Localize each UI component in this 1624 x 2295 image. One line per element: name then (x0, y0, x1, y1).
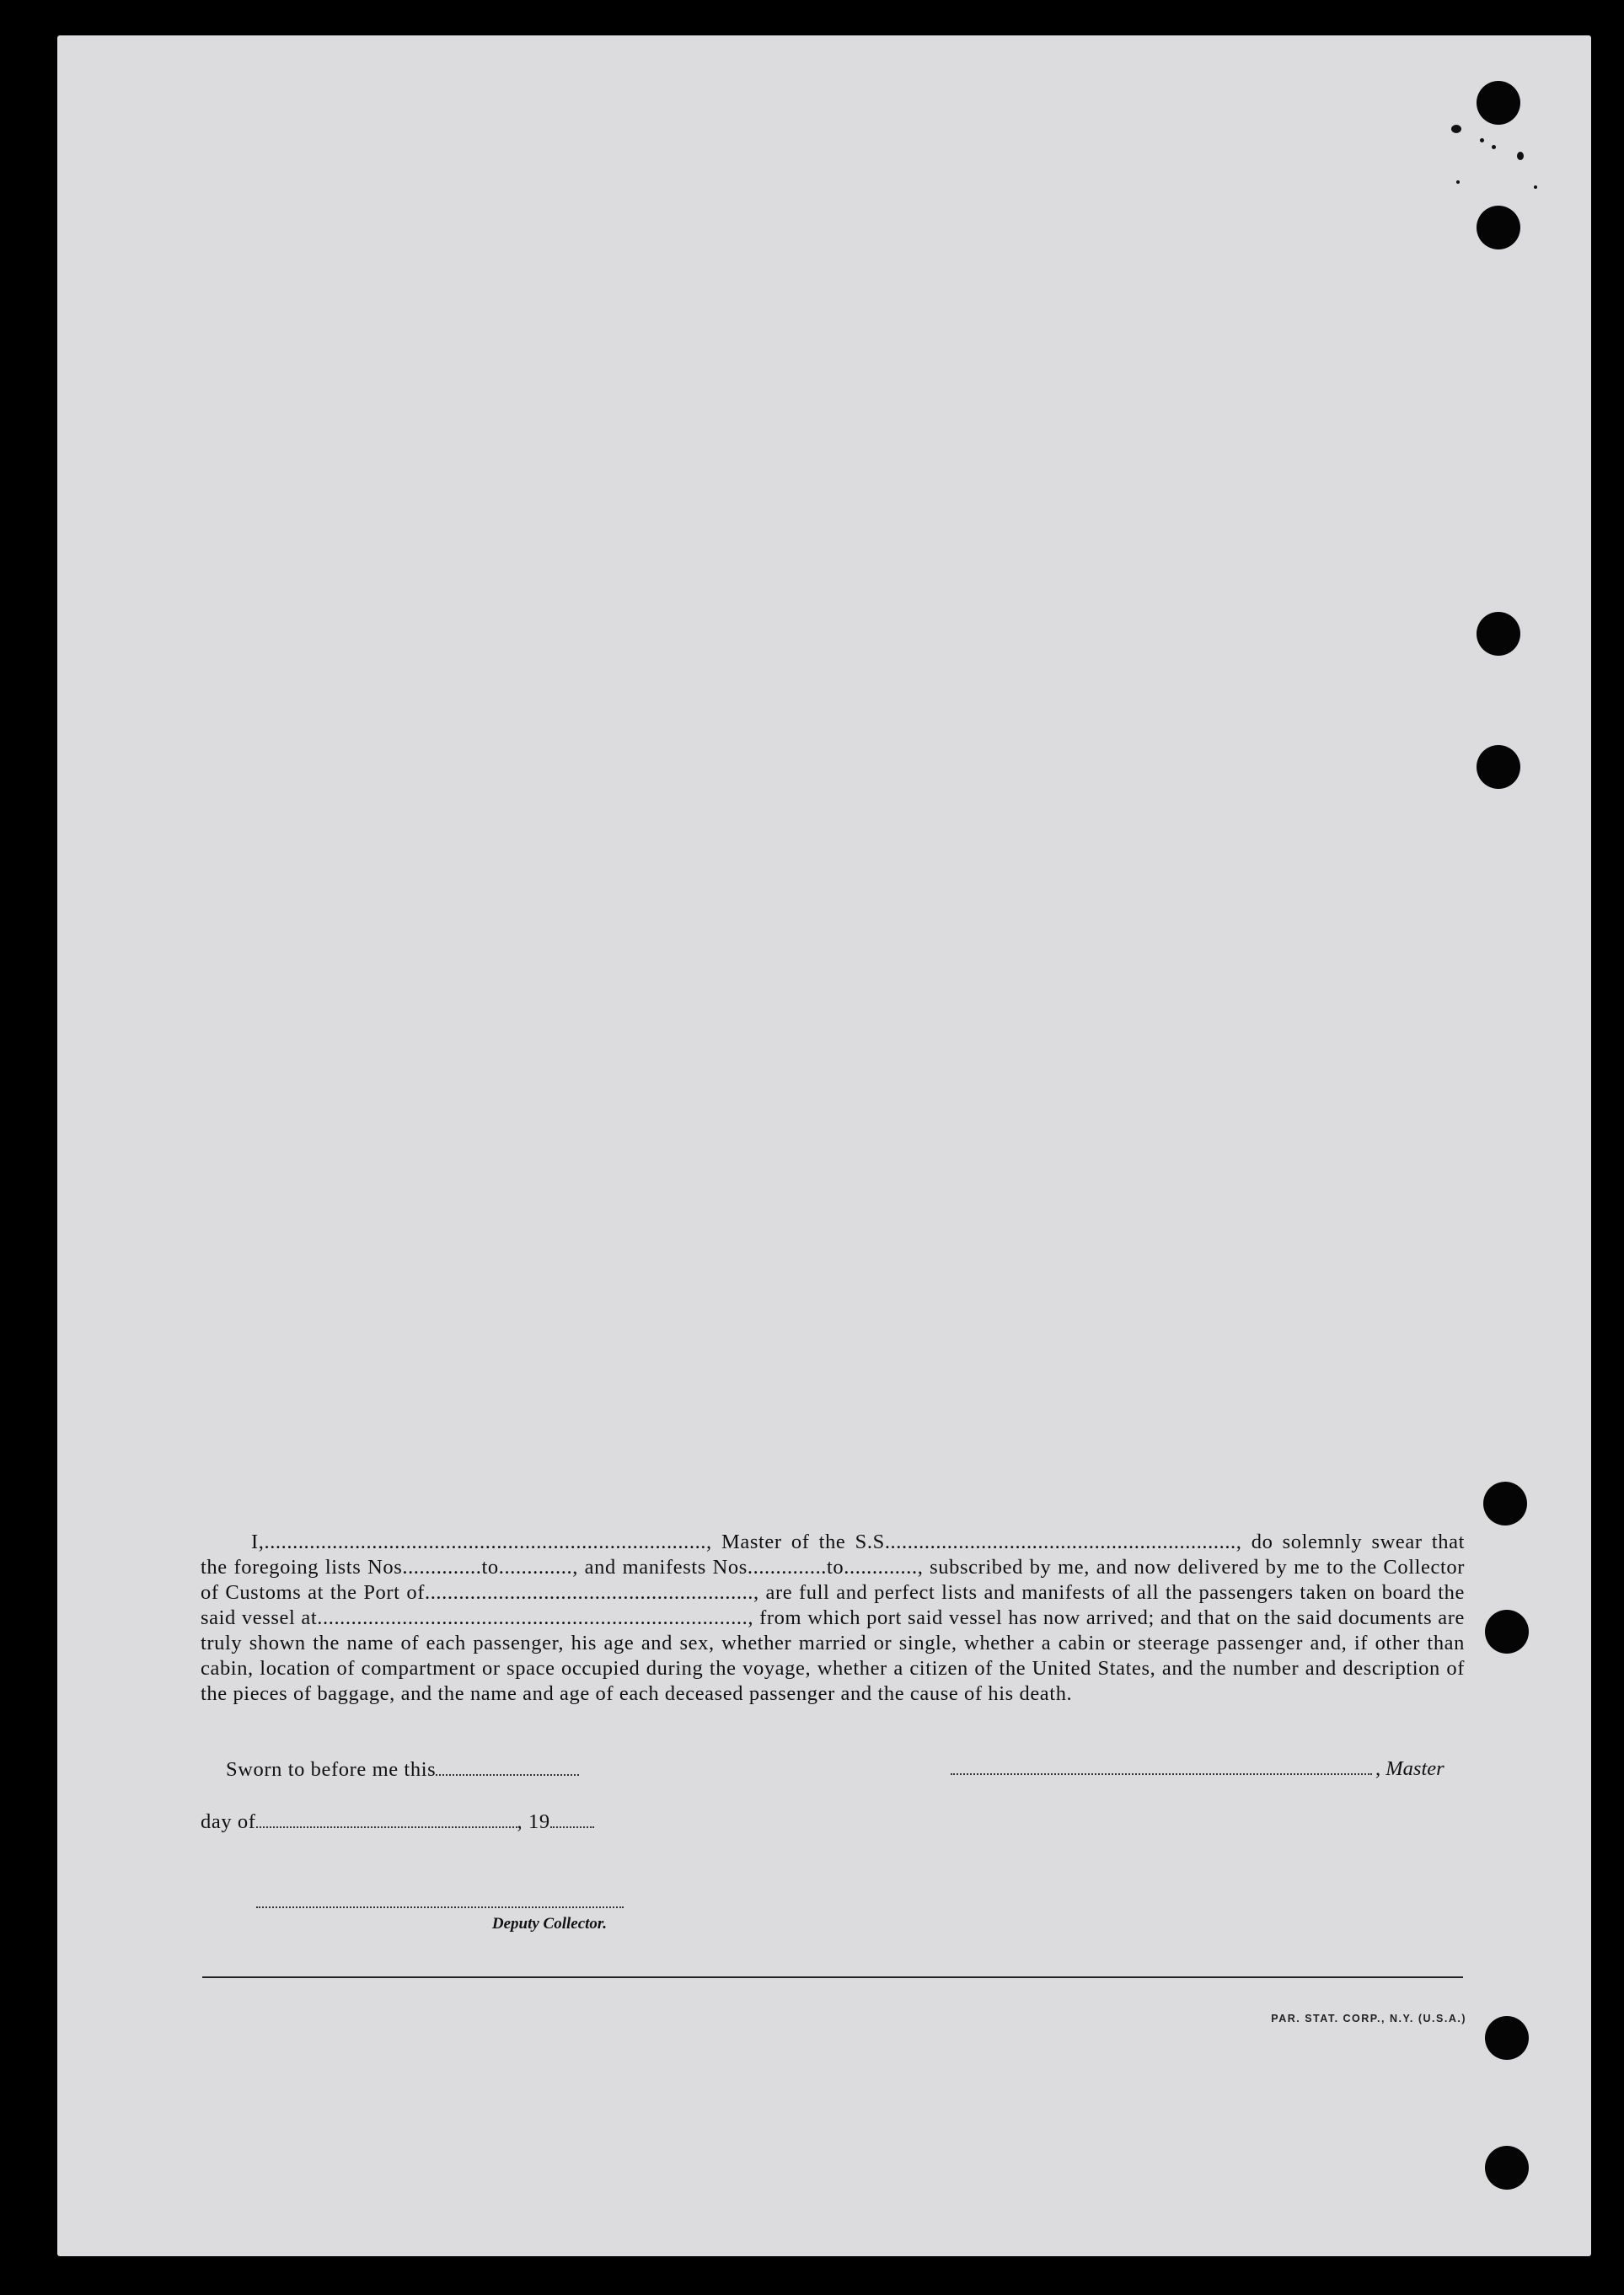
month-field (256, 1826, 517, 1828)
ink-speck (1451, 125, 1461, 133)
sworn-date-field (436, 1774, 579, 1776)
ink-speck (1534, 185, 1537, 189)
master-signature-field (951, 1773, 1372, 1775)
binder-hole (1477, 81, 1520, 125)
ink-speck (1456, 180, 1460, 184)
binder-hole (1485, 2146, 1529, 2190)
binder-hole (1477, 206, 1520, 249)
ink-speck (1517, 152, 1524, 160)
binder-hole (1483, 1482, 1527, 1526)
day-of-line (201, 1810, 594, 1834)
binder-hole (1477, 745, 1520, 789)
binder-hole (1485, 2016, 1529, 2060)
footer-rule (202, 1976, 1463, 1978)
year-prefix: , 19 (517, 1810, 550, 1833)
master-signature-line (951, 1757, 1456, 1781)
day-of-label: day of (201, 1810, 256, 1833)
deputy-signature-field (256, 1906, 624, 1908)
ink-speck (1480, 138, 1484, 142)
sworn-label: Sworn to before me this (226, 1758, 437, 1781)
year-field (550, 1826, 594, 1828)
binder-hole (1485, 1610, 1529, 1654)
ink-speck (1492, 145, 1496, 149)
binder-hole (1477, 612, 1520, 656)
deputy-collector-label: Deputy Collector. (491, 1915, 607, 1933)
printer-imprint: PAR. STAT. CORP., N.Y. (U.S.A.) (1271, 2013, 1466, 2024)
sworn-line (226, 1758, 579, 1782)
master-label: , Master (1375, 1757, 1444, 1780)
document-page (57, 35, 1591, 2256)
oath-paragraph: I,.............................................................................., Master of the S.S.............................................................., do solemnly swear that the foregoing lists Nos..............to............., and manifests Nos..............to............., subscribed by me, and now delivered by me to the Collector of Customs at the Port of.........................................................., are full and perfect lists and manifests of all the passengers taken on board the said vessel at............................................................................, from which port said vessel has now arrived; and that on the said documents are truly shown the name of each passenger, his age and sex, whether married or single, whether a cabin or steerage passenger and, if other than cabin, location of compartment or space occupied during the voyage, whether a citizen of the United States, and the number and description of the pieces of baggage, and the name and age of each deceased passenger and the cause of his death. (201, 1531, 1465, 1705)
